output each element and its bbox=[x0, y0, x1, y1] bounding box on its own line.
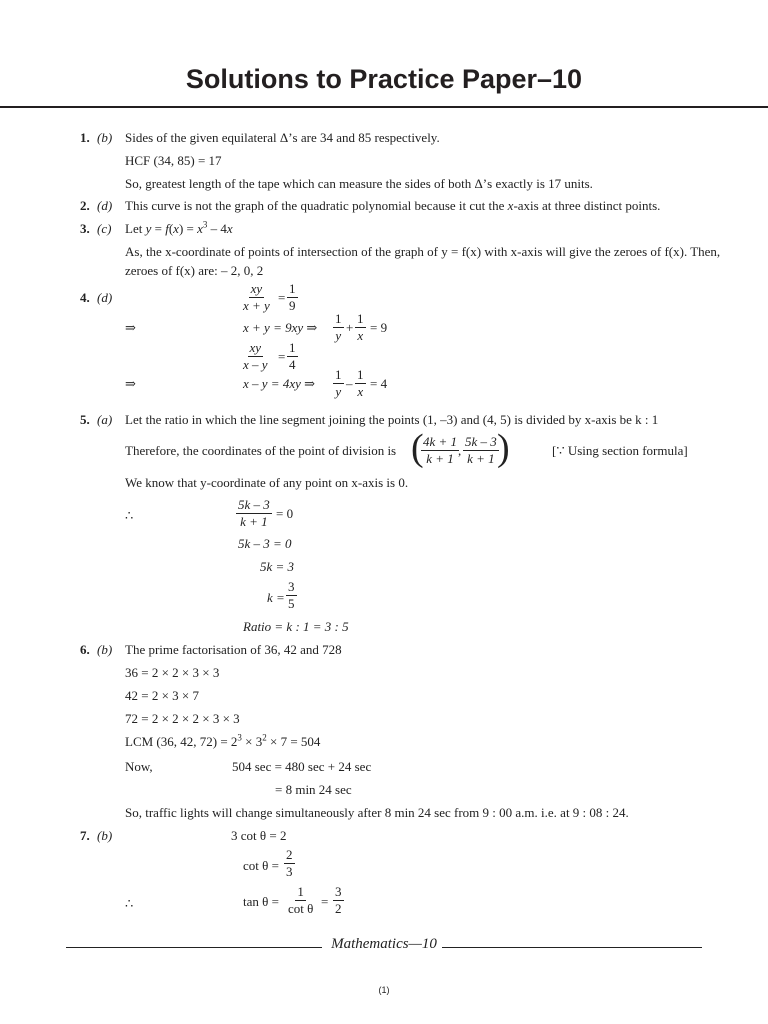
q5-eq-zero: = 0 bbox=[276, 506, 294, 521]
q6-line4: 72 = 2 × 2 × 2 × 3 × 3 bbox=[125, 711, 240, 726]
q4-fraction-xy-over-sum: $\frac{xy}{x + y}$ bbox=[243, 281, 270, 313]
q7-number: 7. bbox=[80, 828, 90, 843]
q4-eq4: = 4 bbox=[370, 376, 388, 391]
q6-line5: LCM (36, 42, $72) = 2^3 \times 3^2 \times 7 = 504$ bbox=[125, 732, 321, 749]
q1-number: 1. bbox=[80, 130, 90, 145]
q5-line2: Therefore, the coordinates of the point of division is bbox=[125, 443, 397, 458]
left-paren: ( bbox=[411, 427, 424, 469]
q3-line1: Let $y = f(x) = x^3 - 4x$ bbox=[125, 219, 233, 236]
q3-line2: As, the x-coordinate of points of intersection of the graph of y = f(x) with x-axis will give the zeroes of f(x). Then, bbox=[125, 244, 721, 259]
q3-line3: zeroes of f(x) are: – 2, 0, 2 bbox=[125, 263, 264, 278]
q5-ratio: Ratio = k : 1 = 3 : 5 bbox=[243, 619, 349, 634]
q5-step3: 5k = 3 bbox=[260, 559, 295, 574]
q5-line3: We know that y-coordinate of any point on x-axis is 0. bbox=[125, 475, 409, 490]
q6-line6-label: Now, bbox=[125, 759, 153, 774]
q2-option: (d) bbox=[97, 198, 113, 213]
q4-fraction-one-over-x: $\frac{1}{x}$ bbox=[357, 311, 364, 343]
q5-fraction-three-fifths: $\frac{3}{5}$ bbox=[288, 579, 295, 611]
q4-row4: x – y = 4xy ⇒ bbox=[243, 376, 315, 391]
q5-point-of-division bbox=[411, 427, 510, 469]
q5-option: (a) bbox=[97, 412, 113, 427]
q4-row2: x + y = 9xy ⇒ bbox=[243, 320, 318, 335]
q4-fraction-one-over-y-2: $\frac{1}{y}$ bbox=[335, 367, 342, 399]
q7-eq: = bbox=[321, 894, 329, 909]
q7-fraction-three-halves: $\frac{3}{2}$ bbox=[335, 884, 342, 916]
q4-fraction-one-fourth: $\frac{1}{4}$ bbox=[289, 340, 296, 372]
q4-fraction-one-ninth: $\frac{1}{9}$ bbox=[289, 281, 296, 313]
q4-option: (d) bbox=[97, 290, 113, 305]
q2-line1: This curve is not the graph of the quadratic polynomial because it cut the x-axis at three distinct points. bbox=[125, 198, 661, 213]
footer-subject: Mathematics—10 bbox=[331, 936, 437, 952]
q4-fraction-xy-over-diff: $\frac{xy}{x - y}$ bbox=[243, 340, 268, 372]
q5-number: 5. bbox=[80, 412, 90, 427]
q4-fraction-one-over-x-2: $\frac{1}{x}$ bbox=[357, 367, 364, 399]
q4-implies2: ⇒ bbox=[125, 376, 136, 391]
page-title: Solutions to Practice Paper–10 bbox=[185, 64, 583, 94]
right-paren: ) bbox=[497, 427, 510, 469]
q7-line1: 3 cot θ = 2 bbox=[231, 828, 287, 843]
q4-eq9: = 9 bbox=[370, 320, 388, 335]
footer-rule-right bbox=[442, 947, 702, 948]
q2-number: 2. bbox=[80, 198, 90, 213]
q5-note: [∵ Using section formula] bbox=[552, 443, 688, 458]
q6-option: (b) bbox=[97, 642, 113, 657]
q7-therefore: ∴ bbox=[125, 896, 134, 911]
q3-number: 3. bbox=[80, 221, 90, 236]
q1-line3: So, greatest length of the tape which can measure the sides of both Δ’s exactly is 17 units. bbox=[125, 176, 593, 191]
q5-fraction-x: $\frac{4k + 1}{k + 1}$ bbox=[423, 434, 458, 466]
q7-fraction-two-thirds: $\frac{2}{3}$ bbox=[286, 847, 293, 879]
q6-line1: The prime factorisation of 36, 42 and 728 bbox=[125, 642, 342, 657]
page-number: (1) bbox=[378, 985, 390, 995]
q6-line6: 504 sec = 480 sec + 24 sec bbox=[232, 759, 372, 774]
q7-line2-label: cot θ = bbox=[243, 858, 279, 873]
q1-line2: HCF (34, 85) = 17 bbox=[125, 153, 222, 168]
q5-fraction-y: $\frac{5k - 3}{k + 1}$ bbox=[465, 434, 497, 466]
q1-option: (b) bbox=[97, 130, 113, 145]
q5-fraction-y-coordinate: $\frac{5k - 3}{k + 1}$ bbox=[238, 497, 270, 529]
q4-eq3: = bbox=[278, 349, 286, 364]
q5-line1: Let the ratio in which the line segment joining the points (1, –3) and (4, 5) is divided by x-axis be k : 1 bbox=[125, 412, 659, 427]
q4-plus: + bbox=[346, 320, 354, 335]
q3-option: (c) bbox=[97, 221, 112, 236]
q6-line8: So, traffic lights will change simultaneously after 8 min 24 sec from 9 : 00 a.m. i.e. at 9 : 08 : 24. bbox=[125, 805, 629, 820]
q5-step4-label: k = bbox=[267, 590, 285, 605]
q4-number: 4. bbox=[80, 290, 90, 305]
comma: , bbox=[458, 443, 462, 458]
q1-line1: Sides of the given equilateral Δ’s are 34 and 85 respectively. bbox=[125, 130, 440, 145]
q4-implies1: ⇒ bbox=[125, 320, 136, 335]
q6-line2: 36 = 2 × 2 × 3 × 3 bbox=[125, 665, 220, 680]
title-divider bbox=[0, 106, 768, 108]
q7-line3-label: tan θ = bbox=[243, 894, 279, 909]
q7-fraction-one-over-cot: $\frac{1}{\text{cot θ}}$ bbox=[288, 884, 314, 916]
q4-minus: – bbox=[346, 376, 353, 391]
q6-line3: 42 = 2 × 3 × 7 bbox=[125, 688, 199, 703]
q4-fraction-one-over-y: $\frac{1}{y}$ bbox=[335, 311, 342, 343]
q4-eq1: = bbox=[278, 290, 286, 305]
q5-therefore: ∴ bbox=[125, 508, 134, 523]
q7-option: (b) bbox=[97, 828, 113, 843]
q6-line7: = 8 min 24 sec bbox=[275, 782, 352, 797]
q6-number: 6. bbox=[80, 642, 90, 657]
q5-step2: 5k – 3 = 0 bbox=[238, 536, 292, 551]
